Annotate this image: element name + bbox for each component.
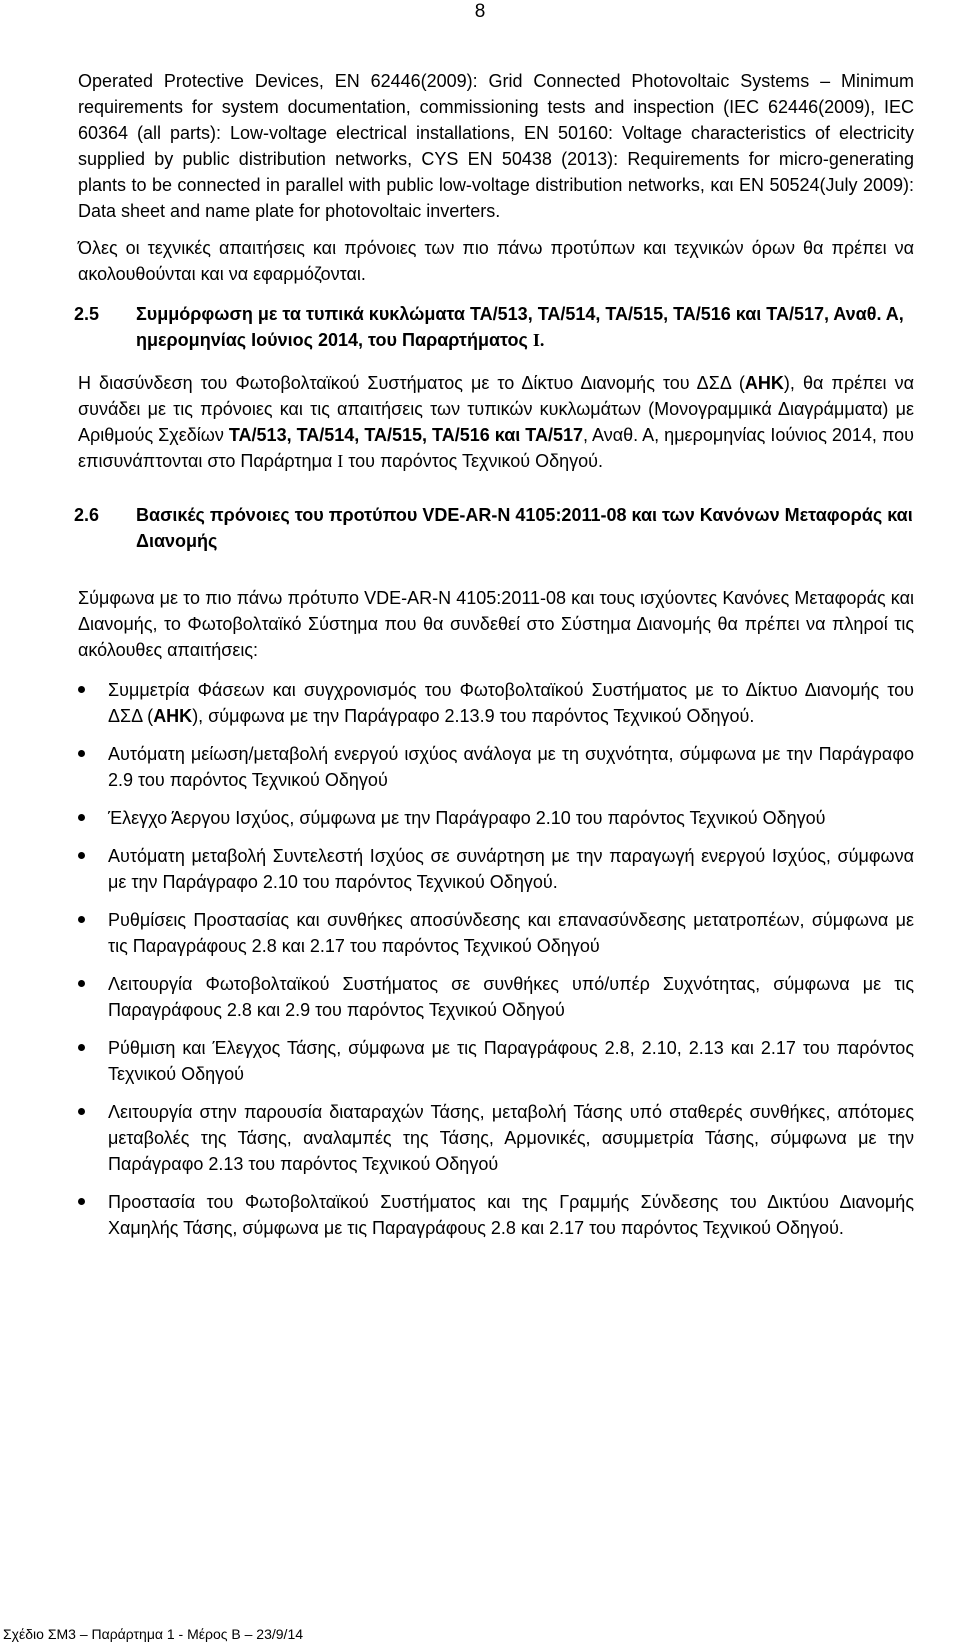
list-item — [78, 843, 914, 895]
section-number: 2.5 — [74, 304, 100, 324]
section-number: 2.6 — [74, 505, 100, 525]
annex-roman: Ι — [337, 451, 344, 471]
drawing-numbers: ΤΑ/513, ΤΑ/514, ΤΑ/515, ΤΑ/516 και ΤΑ/517 — [228, 425, 583, 445]
list-item — [78, 971, 914, 1023]
list-item — [78, 907, 914, 959]
list-item-text: Ρύθμιση και Έλεγχος Τάσης, σύμφωνα με τις Παραγράφους 2.8, 2.10, 2.13 και 2.17 του παρόντος Τεχνικού Οδηγού — [108, 1038, 914, 1084]
list-item-text: Λειτουργία στην παρουσία διαταραχών Τάσης, μεταβολή Τάσης υπό σταθερές συνθήκες, απότομες μεταβολές της Τάσης, αναλαμπές της Τάσης, Αρμονικές, ασυμμετρία Τάσης, σύμφωνα με την Παράγραφο 2.13 του παρόντος Τεχνικού Οδηγού — [108, 1102, 914, 1174]
section-title: Βασικές πρόνοιες του προτύπου VDE-AR-N 4105:2011-08 και των Κανόνων Μεταφοράς και Διανομής — [136, 505, 913, 551]
vde-compliance-paragraph: Σύμφωνα με το πιο πάνω πρότυπο VDE-AR-N 4105:2011-08 και τους ισχύοντες Κανόνες Μεταφοράς και Διανομής, το Φωτοβολταϊκό Σύστημα που θα συνδεθεί στο Σύστημα Διανομής θα πρέπει να πληροί τις ακόλουθες απαιτήσεις: — [78, 588, 914, 660]
section-2-5-heading — [74, 301, 914, 353]
section-title-text: Συμμόρφωση με τα τυπικά κυκλώματα ΤΑ/513, ΤΑ/514, ΤΑ/515, ΤΑ/516 και ΤΑ/517, Αναθ. Α, ημερομηνίας Ιούνιος 2014, του Παραρτήματος — [136, 304, 904, 350]
document-body — [74, 68, 914, 1253]
list-item — [78, 677, 914, 729]
page-number: 8 — [474, 1, 486, 22]
list-item-text: Αυτόματη μεταβολή Συντελεστή Ισχύος σε συνάρτηση με την παραγωγή ενεργού Ισχύος, σύμφωνα με την Παράγραφο 2.10 του παρόντος Τεχνικού Οδηγού. — [108, 846, 914, 892]
bullet-icon — [78, 980, 85, 987]
list-item-text: Έλεγχο Άεργου Ισχύος, σύμφωνα με την Παράγραφο 2.10 του παρόντος Τεχνικού Οδηγού — [108, 808, 826, 828]
interconnection-text-d: του παρόντος Τεχνικού Οδηγού. — [343, 451, 604, 471]
standards-paragraph: Operated Protective Devices, EN 62446(2009): Grid Connected Photovoltaic Systems – Minimum requirements for system documentation, commissioning tests and inspection (IEC 62446(2009), IEC 60364 (all parts): Low-voltage electrical installations, EN 50160: Voltage characteristics of electricity supplied by public distribution networks, CYS EN 50438 (2013): Requirements for micro-generating plants to be connected in parallel with public low-voltage distribution networks, και EN 50524(July 2009): Data sheet and name plate for photovoltaic inverters. — [78, 71, 914, 221]
requirements-list — [78, 677, 914, 1241]
list-item — [78, 1035, 914, 1087]
ahk-label: ΑΗΚ — [153, 706, 193, 726]
ahk-label: ΑΗΚ — [744, 373, 784, 393]
bullet-icon — [78, 1198, 85, 1205]
list-item-text: Προστασία του Φωτοβολταϊκού Συστήματος και της Γραμμής Σύνδεσης του Δικτύου Διανομής Χαμηλής Τάσης, σύμφωνα με τις Παραγράφους 2.8 και 2.17 του παρόντος Τεχνικού Οδηγού. — [108, 1192, 914, 1238]
interconnection-text-a: Η διασύνδεση του Φωτοβολταϊκού Συστήματος με το Δίκτυο Διανομής του ΔΣΔ ( — [78, 373, 745, 393]
list-item — [78, 741, 914, 793]
section-title-roman: Ι. — [532, 330, 545, 350]
list-item-text: Λειτουργία Φωτοβολταϊκού Συστήματος σε συνθήκες υπό/υπέρ Συχνότητας, σύμφωνα με τις Παραγράφους 2.8 και 2.9 του παρόντος Τεχνικού Οδηγού — [108, 974, 914, 1020]
page-footer: Σχέδιο ΣΜ3 – Παράρτημα 1 - Μέρος Β – 23/9/14 — [3, 1626, 304, 1642]
bullet-icon — [78, 814, 85, 821]
section-2-6-heading — [74, 502, 914, 554]
bullet-icon — [78, 1044, 85, 1051]
bullet-icon — [78, 852, 85, 859]
section-title — [136, 301, 914, 353]
standards-compliance-note: Όλες οι τεχνικές απαιτήσεις και πρόνοιες των πιο πάνω προτύπων και τεχνικών όρων θα πρέπει να ακολουθούνται και να εφαρμόζονται. — [78, 238, 914, 284]
bullet-icon — [78, 1108, 85, 1115]
interconnection-paragraph — [78, 370, 914, 474]
interconnection-text-c: , Αναθ. Α, ημερομηνίας Ιούνιος 2014, που επισυνάπτονται στο Παράρτημα — [78, 425, 914, 471]
list-item-text: Αυτόματη μείωση/μεταβολή ενεργού ισχύος ανάλογα με τη συχνότητα, σύμφωνα με την Παράγραφο 2.9 του παρόντος Τεχνικού Οδηγού — [108, 744, 914, 790]
bullet-icon — [78, 916, 85, 923]
list-item — [78, 805, 914, 831]
list-item — [78, 1189, 914, 1241]
list-item-text-b: ), σύμφωνα με την Παράγραφο 2.13.9 του παρόντος Τεχνικού Οδηγού. — [192, 706, 755, 726]
list-item-text-a: Συμμετρία Φάσεων και συγχρονισμός του Φωτοβολταϊκού Συστήματος με το Δίκτυο Διανομής του ΔΣΔ ( — [108, 680, 914, 726]
list-item — [78, 1099, 914, 1177]
bullet-icon — [78, 686, 85, 693]
interconnection-text-b: ), θα πρέπει να συνάδει με τις πρόνοιες και τις απαιτήσεις των τυπικών κυκλωμάτων (Μονογραμμικά Διαγράμματα) με Αριθμούς Σχεδίων — [78, 373, 914, 445]
bullet-icon — [78, 750, 85, 757]
list-item-text: Ρυθμίσεις Προστασίας και συνθήκες αποσύνδεσης και επανασύνδεσης μετατροπέων, σύμφωνα με τις Παραγράφους 2.8 και 2.17 του παρόντος Τεχνικού Οδηγού — [108, 910, 914, 956]
